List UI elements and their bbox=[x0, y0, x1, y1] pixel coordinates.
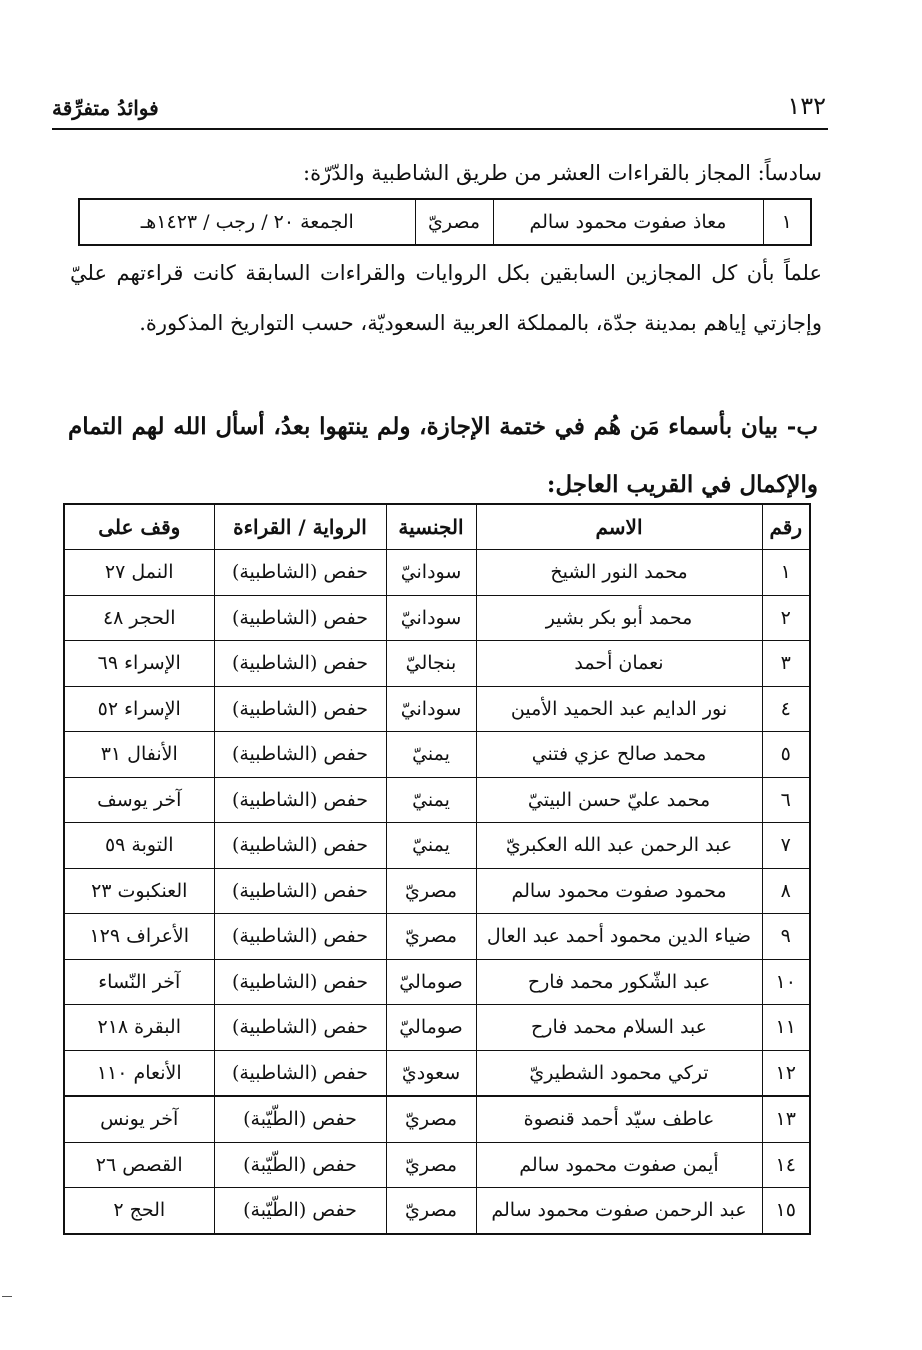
margin-mark bbox=[2, 1296, 12, 1297]
student-riwaya: حفص (الطّيّبة) bbox=[214, 1142, 386, 1188]
student-name: نعمان أحمد bbox=[476, 641, 762, 687]
student-riwaya: حفص (الشاطبية) bbox=[214, 959, 386, 1005]
table-row bbox=[64, 1188, 810, 1234]
student-name: نور الدايم عبد الحميد الأمين bbox=[476, 686, 762, 732]
student-nationality: مصريّ bbox=[386, 1096, 476, 1142]
stopped-at: الأنفال ٣١ bbox=[64, 732, 214, 778]
stopped-at: الإسراء ٥٢ bbox=[64, 686, 214, 732]
row-number: ١٠ bbox=[762, 959, 810, 1005]
student-name: محمد النور الشيخ bbox=[476, 550, 762, 596]
row-number: ١٢ bbox=[762, 1050, 810, 1096]
table-row bbox=[64, 959, 810, 1005]
stopped-at: البقرة ٢١٨ bbox=[64, 1005, 214, 1051]
table-row bbox=[64, 550, 810, 596]
chapter-title: فوائدُ متفرِّقة bbox=[52, 96, 159, 120]
column-header-stopped-at: وقف على bbox=[64, 504, 214, 550]
student-riwaya: حفص (الشاطبية) bbox=[214, 732, 386, 778]
stopped-at: آخر يوسف bbox=[64, 777, 214, 823]
table-row bbox=[64, 732, 810, 778]
student-nationality: مصريّ bbox=[386, 914, 476, 960]
note-paragraph: علماً بأن كل المجازين السابقين بكل الروايات والقراءات السابقة كانت قراءتهم عليّ وإجازتي إياهم بمدينة جدّة، بالمملكة العربية السعوديّة، حسب التواريخ المذكورة. bbox=[70, 261, 822, 335]
student-nationality: يمنيّ bbox=[386, 823, 476, 869]
row-number: ٥ bbox=[762, 732, 810, 778]
student-nationality: سعوديّ bbox=[386, 1050, 476, 1096]
row-number: ٧ bbox=[762, 823, 810, 869]
table-row bbox=[64, 641, 810, 687]
table-row bbox=[64, 1050, 810, 1096]
student-name: محمود صفوت محمود سالم bbox=[476, 868, 762, 914]
row-number: ١٣ bbox=[762, 1096, 810, 1142]
table-row bbox=[64, 823, 810, 869]
student-nationality: سودانيّ bbox=[386, 686, 476, 732]
student-name: معاذ صفوت محمود سالم bbox=[493, 199, 763, 245]
sixth-table bbox=[78, 198, 812, 246]
row-number: ٦ bbox=[762, 777, 810, 823]
row-number: ٨ bbox=[762, 868, 810, 914]
student-riwaya: حفص (الشاطبية) bbox=[214, 914, 386, 960]
table-row bbox=[64, 1096, 810, 1142]
column-header-nationality: الجنسية bbox=[386, 504, 476, 550]
student-riwaya: حفص (الشاطبية) bbox=[214, 595, 386, 641]
stopped-at: الإسراء ٦٩ bbox=[64, 641, 214, 687]
row-number: ٣ bbox=[762, 641, 810, 687]
student-name: محمد أبو بكر بشير bbox=[476, 595, 762, 641]
stopped-at: آخر النّساء bbox=[64, 959, 214, 1005]
student-nationality: بنجاليّ bbox=[386, 641, 476, 687]
row-number: ٩ bbox=[762, 914, 810, 960]
stopped-at: التوبة ٥٩ bbox=[64, 823, 214, 869]
table-row bbox=[64, 595, 810, 641]
student-riwaya: حفص (الشاطبية) bbox=[214, 641, 386, 687]
running-head bbox=[52, 92, 826, 120]
student-name: ضياء الدين محمود أحمد عبد العال bbox=[476, 914, 762, 960]
column-header-name: الاسم bbox=[476, 504, 762, 550]
student-riwaya: حفص (الشاطبية) bbox=[214, 686, 386, 732]
student-nationality: صوماليّ bbox=[386, 1005, 476, 1051]
student-nationality: صوماليّ bbox=[386, 959, 476, 1005]
student-riwaya: حفص (الشاطبية) bbox=[214, 1005, 386, 1051]
stopped-at: الأنعام ١١٠ bbox=[64, 1050, 214, 1096]
column-header-number: رقم bbox=[762, 504, 810, 550]
student-riwaya: حفص (الشاطبية) bbox=[214, 823, 386, 869]
table-row bbox=[64, 686, 810, 732]
student-nationality: سودانيّ bbox=[386, 550, 476, 596]
row-number: ٢ bbox=[762, 595, 810, 641]
students-table-body bbox=[64, 550, 810, 1234]
row-number: ١ bbox=[762, 550, 810, 596]
student-name: عبد السلام محمد فارح bbox=[476, 1005, 762, 1051]
student-name: تركي محمود الشطيريّ bbox=[476, 1050, 762, 1096]
student-riwaya: حفص (الشاطبية) bbox=[214, 1050, 386, 1096]
student-nationality: مصريّ bbox=[386, 868, 476, 914]
row-number: ١١ bbox=[762, 1005, 810, 1051]
table-row bbox=[79, 199, 811, 245]
page-number: ١٣٢ bbox=[787, 92, 826, 120]
table-row bbox=[64, 777, 810, 823]
student-nationality: مصريّ bbox=[386, 1142, 476, 1188]
stopped-at: آخر يونس bbox=[64, 1096, 214, 1142]
section-sixth-heading: سادساً: المجاز بالقراءات العشر من طريق الشاطبية والدّرّة: bbox=[303, 161, 822, 185]
stopped-at: القصص ٢٦ bbox=[64, 1142, 214, 1188]
student-name: عبد الشّكور محمد فارح bbox=[476, 959, 762, 1005]
student-riwaya: حفص (الطّيّبة) bbox=[214, 1096, 386, 1142]
completion-date: الجمعة ٢٠ / رجب / ١٤٢٣هـ bbox=[79, 199, 415, 245]
student-nationality: مصريّ bbox=[386, 1188, 476, 1234]
student-name: عبد الرحمن صفوت محمود سالم bbox=[476, 1188, 762, 1234]
student-nationality: سودانيّ bbox=[386, 595, 476, 641]
student-riwaya: حفص (الشاطبية) bbox=[214, 777, 386, 823]
student-name: محمد صالح عزي فتني bbox=[476, 732, 762, 778]
row-number: ١٤ bbox=[762, 1142, 810, 1188]
stopped-at: العنكبوت ٢٣ bbox=[64, 868, 214, 914]
student-name: أيمن صفوت محمود سالم bbox=[476, 1142, 762, 1188]
student-name: عاطف سيّد أحمد قنصوة bbox=[476, 1096, 762, 1142]
table-row bbox=[64, 1005, 810, 1051]
table-row bbox=[64, 1142, 810, 1188]
student-riwaya: حفص (الشاطبية) bbox=[214, 550, 386, 596]
row-number: ١٥ bbox=[762, 1188, 810, 1234]
table-row bbox=[64, 914, 810, 960]
row-number: ٤ bbox=[762, 686, 810, 732]
student-name: عبد الرحمن عبد الله العكبريّ bbox=[476, 823, 762, 869]
stopped-at: الأعراف ١٢٩ bbox=[64, 914, 214, 960]
section-b-heading: ب- بيان بأسماء مَن هُم في ختمة الإجازة، ولم ينتهوا بعدُ، أسأل الله لهم التمام والإكمال في القريب العاجل: bbox=[68, 413, 818, 498]
student-nationality: يمنيّ bbox=[386, 777, 476, 823]
student-nationality: يمنيّ bbox=[386, 732, 476, 778]
column-header-riwaya: الرواية / القراءة bbox=[214, 504, 386, 550]
stopped-at: النمل ٢٧ bbox=[64, 550, 214, 596]
student-riwaya: حفص (الطّيّبة) bbox=[214, 1188, 386, 1234]
table-header-row bbox=[64, 504, 810, 550]
student-riwaya: حفص (الشاطبية) bbox=[214, 868, 386, 914]
row-number: ١ bbox=[763, 199, 811, 245]
students-table bbox=[63, 503, 811, 1235]
student-name: محمد عليّ حسن البيتيّ bbox=[476, 777, 762, 823]
student-nationality: مصريّ bbox=[415, 199, 493, 245]
stopped-at: الحج ٢ bbox=[64, 1188, 214, 1234]
table-row bbox=[64, 868, 810, 914]
stopped-at: الحجر ٤٨ bbox=[64, 595, 214, 641]
header-rule bbox=[52, 128, 828, 130]
